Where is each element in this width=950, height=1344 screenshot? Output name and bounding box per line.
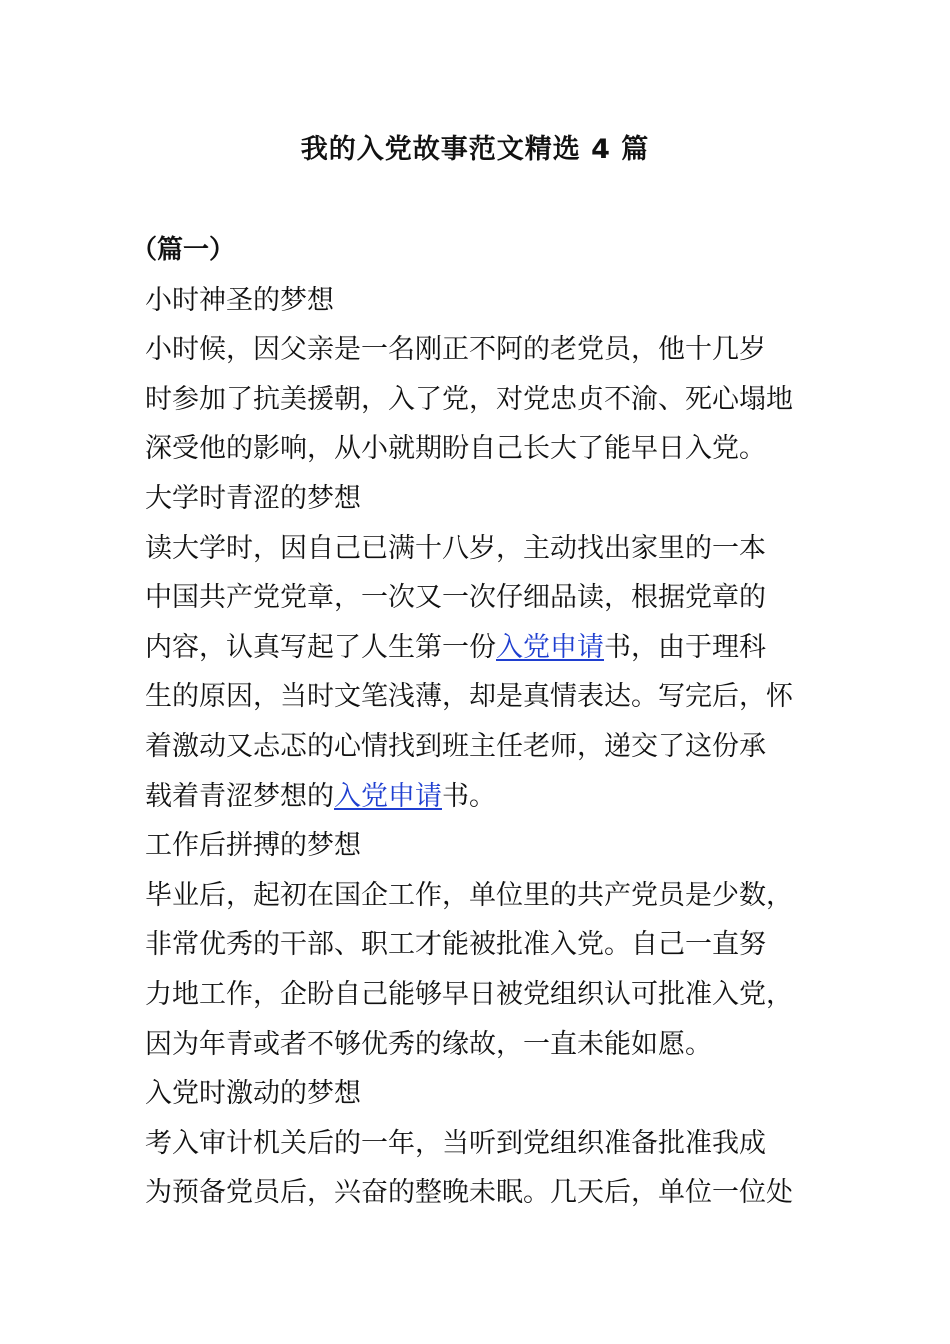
paragraph-line: 毕业后，起初在国企工作，单位里的共产党员是少数， <box>145 879 793 911</box>
paragraph-line: 读大学时，因自己已满十八岁，主动找出家里的一本 <box>145 532 766 564</box>
document-body <box>131 226 810 1218</box>
paragraph-line: 非常优秀的干部、职工才能被批准入党。自己一直努 <box>145 929 766 961</box>
text-after-link: 书，由于理科 <box>604 631 766 663</box>
paragraph-line: 深受他的影响，从小就期盼自己长大了能早日入党。 <box>145 433 766 465</box>
paragraph-line: 考入审计机关后的一年，当听到党组织准备批准我成 <box>145 1127 766 1159</box>
paragraph-line: 为预备党员后，兴奋的整晚未眠。几天后，单位一位处 <box>145 1177 793 1209</box>
text-after-link: 书。 <box>442 780 496 812</box>
subheading-work: 工作后拼搏的梦想 <box>145 830 361 862</box>
paragraph-line: 中国共产党党章，一次又一次仔细品读，根据党章的 <box>145 582 766 614</box>
text-before-link: 载着青涩梦想的 <box>145 780 334 812</box>
paragraph-line: 因为年青或者不够优秀的缘故，一直未能如愿。 <box>145 1028 712 1060</box>
text-before-link: 内容，认真写起了人生第一份 <box>145 631 496 663</box>
paragraph-line-with-link <box>145 623 810 673</box>
document-title: 我的入党故事范文精选 4 篇 <box>300 134 650 165</box>
paragraph-line: 小时候，因父亲是一名刚正不阿的老党员，他十几岁 <box>145 334 766 366</box>
subheading-joining: 入党时激动的梦想 <box>145 1078 361 1110</box>
application-link[interactable]: 入党申请 <box>496 631 604 663</box>
application-link[interactable]: 入党申请 <box>334 780 442 812</box>
paragraph-line: 时参加了抗美援朝，入了党，对党忠贞不渝、死心塌地 <box>145 383 793 415</box>
paragraph-line-with-link <box>145 772 810 822</box>
paragraph-line: 力地工作，企盼自己能够早日被党组织认可批准入党， <box>145 978 793 1010</box>
subheading-college: 大学时青涩的梦想 <box>145 482 361 514</box>
paragraph-line: 着激动又忐忑的心情找到班主任老师，递交了这份承 <box>145 730 766 762</box>
subheading-childhood: 小时神圣的梦想 <box>145 284 334 316</box>
paragraph-line: 生的原因，当时文笔浅薄，却是真情表达。写完后，怀 <box>145 681 793 713</box>
section-heading: （篇一） <box>131 235 236 265</box>
